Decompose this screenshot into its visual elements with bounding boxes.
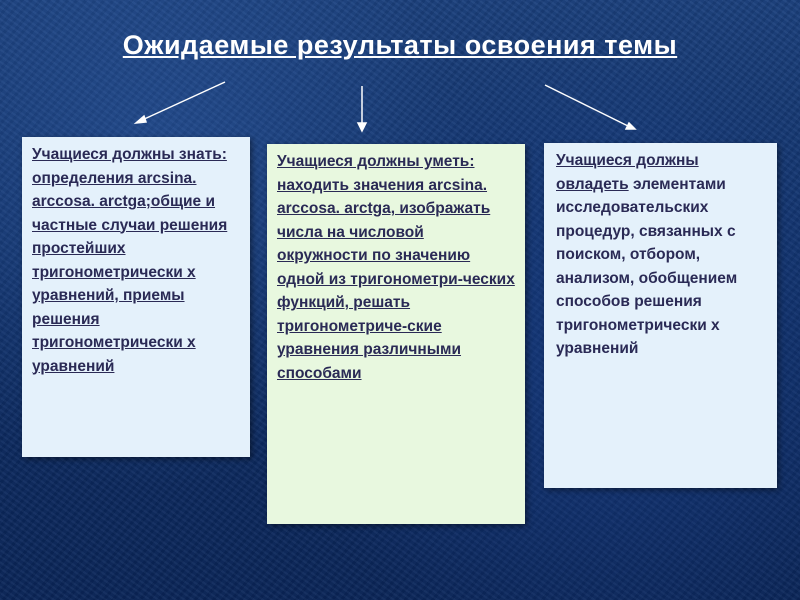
arrow-left bbox=[140, 82, 225, 121]
know-heading: Учащиеся должны знать: bbox=[32, 146, 227, 163]
arrow-right-head bbox=[626, 123, 635, 129]
master-body: элементами исследовательских процедур, связанных с поиском, отбором, анализом, обобщением способов решения тригонометрически х уравнений bbox=[556, 175, 738, 357]
arrow-left-head bbox=[136, 116, 146, 123]
page-title: Ожидаемые результаты освоения темы bbox=[122, 30, 678, 60]
can-heading: Учащиеся должны уметь: bbox=[277, 153, 475, 170]
master-box bbox=[544, 143, 777, 488]
can-box bbox=[267, 144, 525, 524]
know-box bbox=[22, 137, 250, 457]
arrow-center-head bbox=[358, 123, 366, 131]
know-body: определения arcsinа. arccosа. arctgа;общие и частные случаи решения простейших тригонометрически х уравнений, приемы решения тригонометрически х уравнений bbox=[32, 169, 228, 375]
master-heading: Учащиеся должны овладеть bbox=[556, 152, 699, 193]
arrow-right bbox=[545, 85, 630, 127]
can-body: находить значения arcsinа. аrccosа. arctgа, изображать числа на числовой окружности по значению одной из тригонометри-ческих функций, решать тригонометриче-ские уравнения различными способами bbox=[277, 176, 515, 382]
